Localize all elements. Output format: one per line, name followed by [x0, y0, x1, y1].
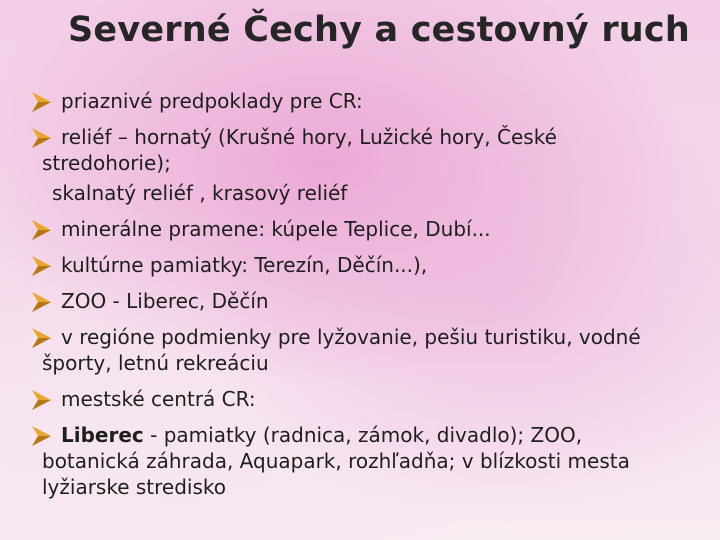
bullet-text-continued: športy, letnú rekreáciu: [42, 351, 269, 375]
bullet-item: [30, 124, 694, 176]
arrow-bullet-icon: [30, 255, 52, 277]
arrow-bullet-icon: [30, 219, 52, 241]
sub-line: skalnatý reliéf , krasový reliéf: [52, 181, 348, 205]
arrow-bullet-icon: [30, 127, 52, 149]
bullet-item: [30, 288, 694, 314]
bullet-text-continued: lyžiarske stredisko: [42, 475, 227, 499]
bullet-text-continued: botanická záhrada, Aquapark, rozhľadňa; v blízkosti mesta: [42, 449, 630, 473]
bullet-text: mestské centrá CR:: [61, 387, 256, 411]
slide-title: Severné Čechy a cestovný ruch: [68, 10, 690, 50]
arrow-bullet-icon: [30, 389, 52, 411]
bullet-item: [30, 88, 694, 114]
bullet-item: [30, 252, 694, 278]
bullet-text: ZOO - Liberec, Děčín: [61, 289, 269, 313]
bullet-text-line: [61, 422, 694, 448]
bullet-text-continued: stredohorie);: [42, 151, 171, 175]
bullet-text: v regióne podmienky pre lyžovanie, pešiu turistiku, vodné: [61, 325, 641, 349]
bullet-text: - pamiatky (radnica, zámok, divadlo); ZOO,: [143, 423, 583, 447]
bullet-text: minerálne pramene: kúpele Teplice, Dubí...: [61, 217, 491, 241]
arrow-bullet-icon: [30, 327, 52, 349]
bullet-text: reliéf – hornatý (Krušné hory, Lužické hory, České: [61, 125, 557, 149]
arrow-bullet-icon: [30, 291, 52, 313]
bullet-item: [30, 386, 694, 412]
city-name: Liberec: [61, 423, 144, 447]
bullet-list: [30, 88, 694, 510]
arrow-bullet-icon: [30, 91, 52, 113]
bullet-text: priaznivé predpoklady pre CR:: [61, 89, 363, 113]
bullet-item: [30, 216, 694, 242]
arrow-bullet-icon: [30, 425, 52, 447]
bullet-item: [30, 324, 694, 376]
bullet-text: kultúrne pamiatky: Terezín, Děčín...),: [61, 253, 428, 277]
bullet-item: [30, 422, 694, 500]
